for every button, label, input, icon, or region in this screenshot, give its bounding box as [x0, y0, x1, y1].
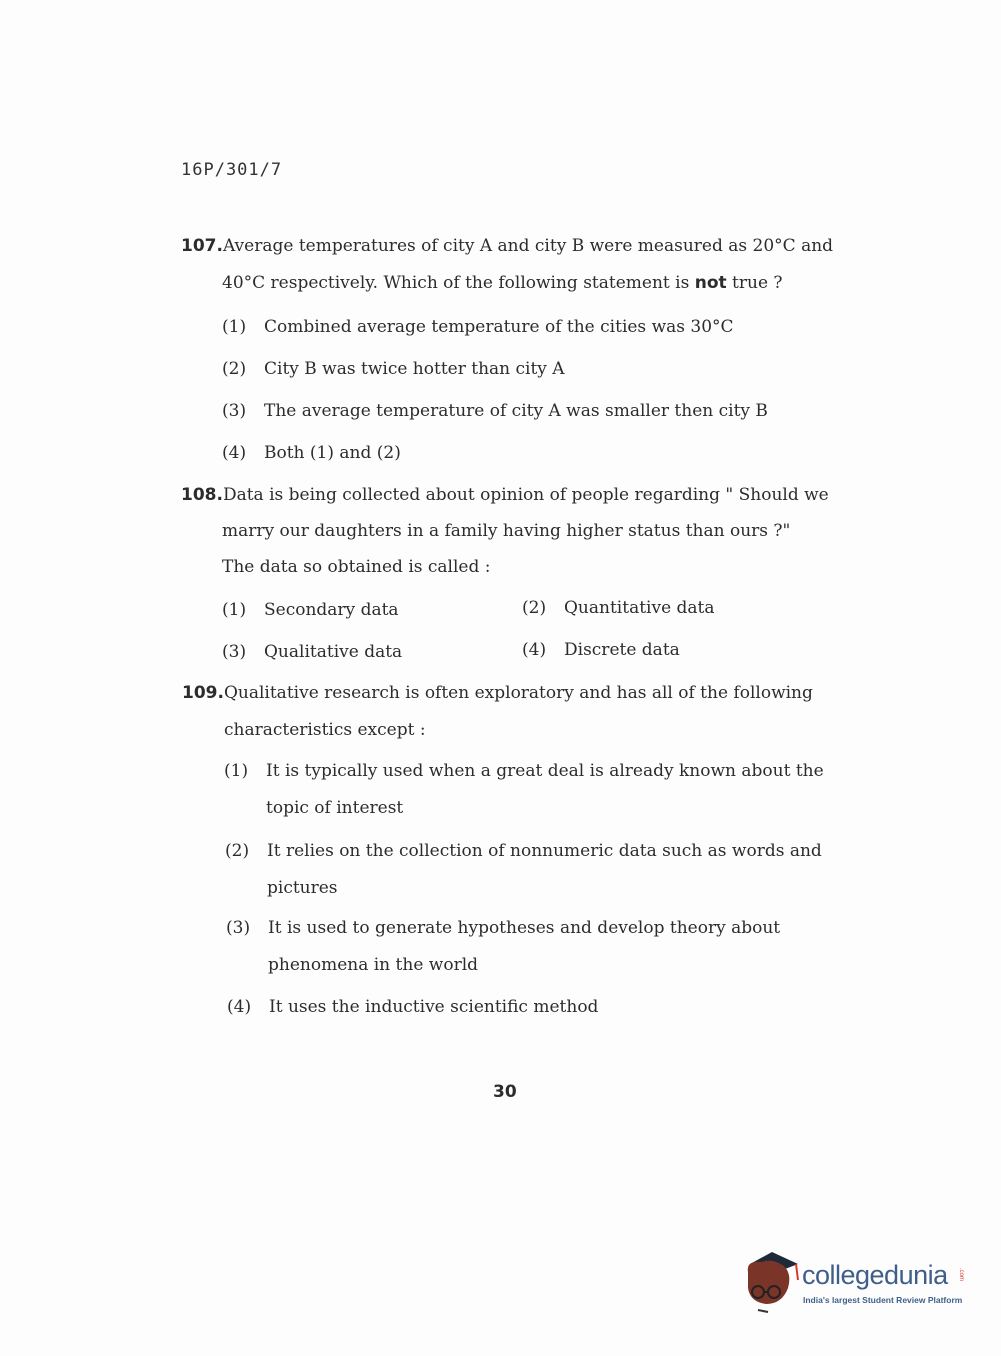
- option-number: (1): [224, 761, 249, 781]
- option-number: (4): [227, 997, 252, 1017]
- option-text: It is used to generate hypotheses and develop theory about: [268, 918, 781, 938]
- option-text: It relies on the collection of nonnumeric data such as words and: [267, 841, 822, 861]
- option-107-2: [222, 358, 565, 380]
- option-number: (4): [222, 443, 247, 463]
- page-number: 30: [493, 1082, 517, 1102]
- collegedunia-logo: [742, 1250, 972, 1314]
- question-107-line2: [222, 272, 783, 294]
- option-108-4: [522, 639, 680, 661]
- option-text: It is typically used when a great deal is already known about the: [266, 761, 824, 781]
- option-number: (2): [222, 359, 247, 379]
- mascot-icon: [742, 1250, 802, 1314]
- option-number: (1): [222, 317, 247, 337]
- option-number: (3): [222, 401, 247, 421]
- option-text: Both (1) and (2): [264, 443, 401, 463]
- option-number: (1): [222, 600, 247, 620]
- option-109-2: [225, 840, 822, 862]
- option-text: City B was twice hotter than city A: [264, 359, 565, 379]
- option-number: (2): [225, 841, 250, 861]
- question-108-line1: [181, 484, 829, 506]
- question-109-line1: [182, 682, 813, 704]
- logo-tagline: India's largest Student Review Platform: [803, 1295, 963, 1305]
- option-108-1: [222, 599, 399, 621]
- option-number: (2): [522, 598, 547, 618]
- option-109-3-cont: phenomena in the world: [268, 955, 479, 975]
- option-107-1: [222, 316, 734, 338]
- option-108-2: [522, 597, 715, 619]
- option-109-3: [226, 917, 780, 939]
- question-108-line2: marry our daughters in a family having higher status than ours ?": [222, 521, 791, 541]
- logo-com-suffix: .com: [958, 1268, 964, 1282]
- option-107-3: [222, 400, 768, 422]
- paper-code: 16P/301/7: [181, 160, 283, 180]
- option-text: Discrete data: [564, 640, 680, 660]
- option-109-1: [224, 760, 824, 782]
- option-109-1-cont: topic of interest: [266, 798, 404, 818]
- emphasis-not: not: [694, 273, 727, 293]
- question-number: 107.: [181, 236, 223, 256]
- option-number: (4): [522, 640, 547, 660]
- option-text: Combined average temperature of the cities was 30°C: [264, 317, 734, 337]
- question-text: Average temperatures of city A and city B were measured as 20°C and: [222, 236, 834, 256]
- question-109-line2: characteristics except :: [224, 720, 426, 740]
- option-text: Qualitative data: [264, 642, 403, 662]
- option-number: (3): [222, 642, 247, 662]
- question-text: true ?: [726, 273, 783, 293]
- option-108-3: [222, 641, 402, 663]
- question-number: 109.: [182, 683, 224, 703]
- option-107-4: [222, 442, 401, 464]
- option-text: Quantitative data: [564, 598, 715, 618]
- question-text: Data is being collected about opinion of people regarding " Should we: [222, 485, 829, 505]
- question-107-line1: [181, 235, 833, 257]
- option-number: (3): [226, 918, 251, 938]
- question-text: 40°C respectively. Which of the following statement is: [222, 273, 695, 293]
- question-text: Qualitative research is often exploratory and has all of the following: [223, 683, 813, 703]
- option-109-2-cont: pictures: [267, 878, 338, 898]
- option-109-4: [227, 996, 598, 1018]
- option-text: Secondary data: [264, 600, 399, 620]
- question-number: 108.: [181, 485, 223, 505]
- option-text: The average temperature of city A was smaller then city B: [264, 401, 768, 421]
- logo-wordmark: collegedunia: [802, 1260, 948, 1290]
- question-108-line3: The data so obtained is called :: [222, 557, 491, 577]
- option-text: It uses the inductive scientific method: [269, 997, 599, 1017]
